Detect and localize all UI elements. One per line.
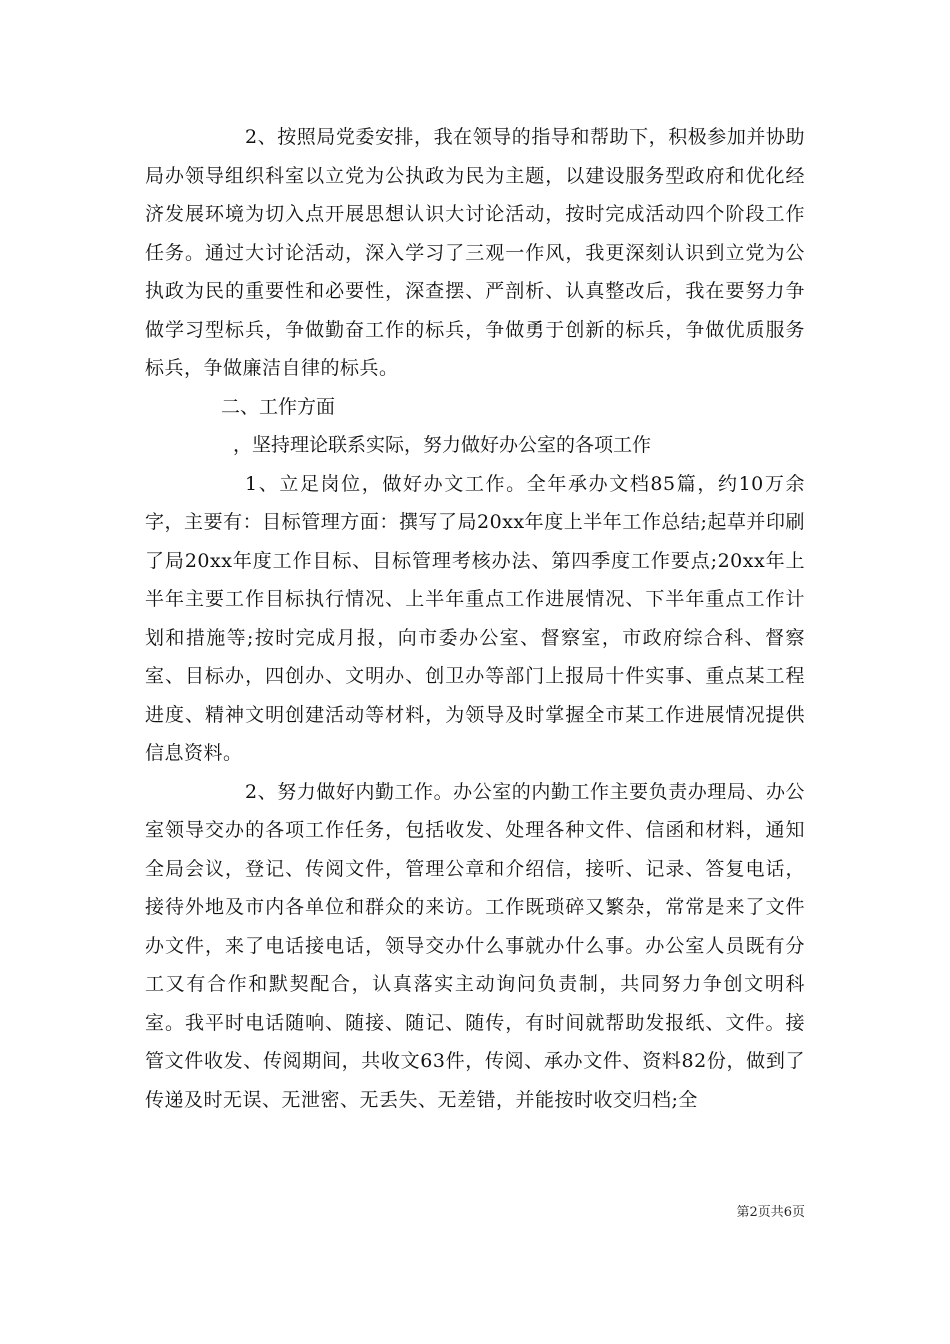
section-subheading: ，坚持理论联系实际，努力做好办公室的各项工作 bbox=[233, 434, 652, 456]
page-number-footer: 第2页共6页 bbox=[736, 1205, 805, 1220]
document-body bbox=[145, 118, 805, 1119]
section-heading-work: 二、工作方面 bbox=[221, 395, 336, 418]
paragraph-party-activity: 2、按照局党委安排，我在领导的指导和帮助下，积极参加并协助局办领导组织科室以立党为公执政为民为主题，以建设服务型政府和优化经济发展环境为切入点开展思想认识大讨论活动，按时完成活动四个阶段工作任务。通过大讨论活动，深入学习了三观一作风，我更深刻认识到立党为公执政为民的重要性和必要性，深查摆、严剖析、认真整改后，我在要努力争做学习型标兵，争做勤奋工作的标兵，争做勇于创新的标兵，争做优质服务标兵，争做廉洁自律的标兵。 bbox=[145, 126, 805, 379]
paragraph-document-work: 1、立足岗位，做好办文工作。全年承办文档85篇，约10万余字，主要有：目标管理方面：撰写了局20xx年度上半年工作总结;起草并印刷了局20xx年度工作目标、目标管理考核办法、第四季度工作要点;20xx年上半年主要工作目标执行情况、上半年重点工作进展情况、下半年重点工作计划和措施等;按时完成月报，向市委办公室、督察室，市政府综合科、督察室、目标办，四创办、文明办、创卫办等部门上报局十件实事、重点某工程进度、精神文明创建活动等材料，为领导及时掌握全市某工作进展情况提供信息资料。 bbox=[145, 472, 805, 764]
paragraph-internal-work: 2、努力做好内勤工作。办公室的内勤工作主要负责办理局、办公室领导交办的各项工作任务，包括收发、处理各种文件、信函和材料，通知全局会议，登记、传阅文件，管理公章和介绍信，接听、记录、答复电话，接待外地及市内各单位和群众的来访。工作既琐碎又繁杂，常常是来了文件办文件，来了电话接电话，领导交办什么事就办什么事。办公室人员既有分工又有合作和默契配合，认真落实主动询问负责制，共同努力争创文明科室。我平时电话随响、随接、随记、随传，有时间就帮助发报纸、文件。接管文件收发、传阅期间，共收文63件，传阅、承办文件、资料82份，做到了传递及时无误、无泄密、无丢失、无差错，并能按时收交归档;全 bbox=[145, 780, 805, 1111]
